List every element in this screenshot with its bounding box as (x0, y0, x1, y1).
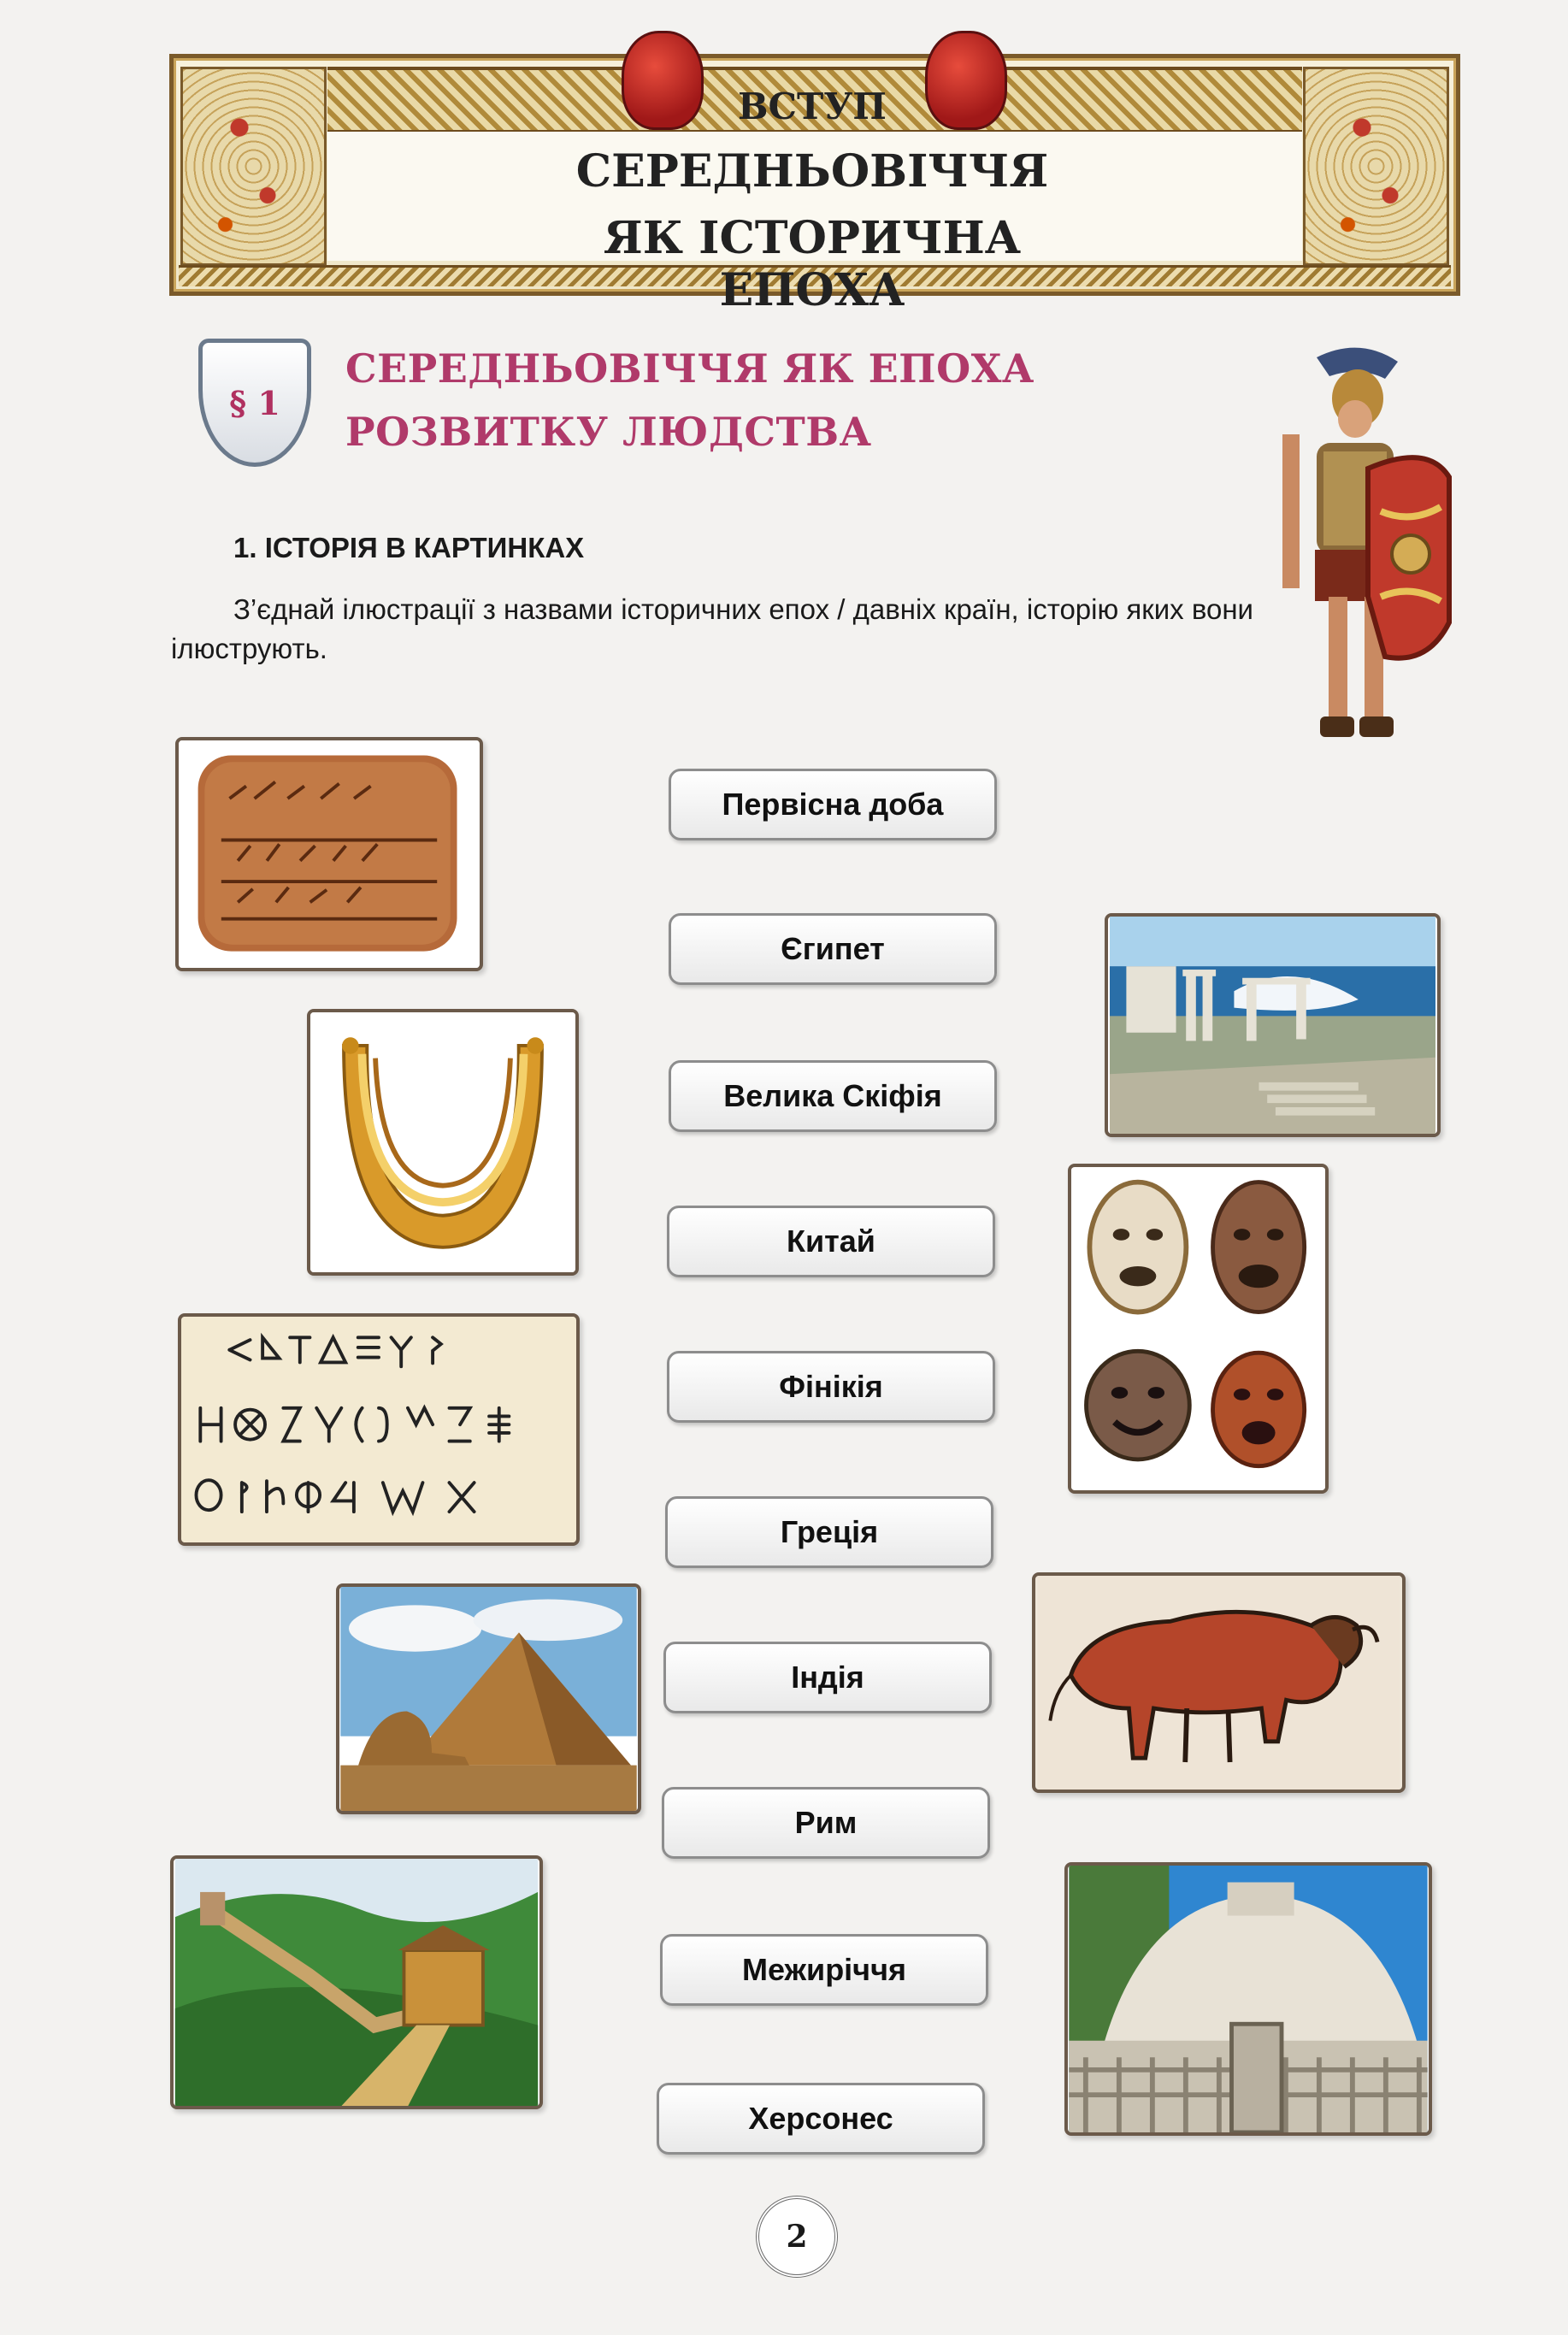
banner-intro-label: ВСТУП (738, 85, 887, 127)
section-title-line-2: РОЗВИТКУ ЛЮДСТВА (345, 409, 872, 455)
picture-phoenician-alphabet[interactable] (178, 1313, 580, 1546)
label-greece[interactable]: Греція (665, 1496, 993, 1568)
clay-tablet-icon (179, 740, 480, 968)
banner-title-line-2: ЯК ІСТОРИЧНА ЕПОХА (603, 212, 1022, 316)
label-china[interactable]: Китай (667, 1206, 995, 1277)
label-great-scythia[interactable]: Велика Скіфія (669, 1060, 997, 1132)
picture-chersonesus-ruins[interactable] (1105, 913, 1441, 1137)
task-instructions-text: З’єднай ілюстрації з назвами історичних епох / давніх країн, історію яких вони ілюструють. (171, 593, 1253, 664)
picture-cave-bison[interactable] (1032, 1572, 1406, 1793)
label-india[interactable]: Індія (663, 1642, 992, 1713)
banner-title-line-1: СЕРЕДНЬОВІЧЧЯ (575, 145, 1049, 198)
task-title: 1. ІСТОРІЯ В КАРТИНКАХ (233, 532, 585, 563)
great-wall-icon (174, 1859, 539, 2106)
pyramid-sphinx-icon (339, 1587, 638, 1811)
picture-pyramid-sphinx[interactable] (336, 1583, 641, 1814)
label-phoenicia[interactable]: Фінікія (667, 1351, 995, 1423)
label-chersonesus[interactable]: Херсонес (657, 2083, 985, 2155)
picture-golden-pectoral[interactable] (307, 1009, 579, 1276)
picture-theatre-masks[interactable] (1068, 1164, 1329, 1494)
theatre-masks-icon (1071, 1167, 1325, 1490)
label-rome[interactable]: Рим (662, 1787, 990, 1859)
roman-soldier-icon (1257, 340, 1462, 785)
task-instructions (171, 590, 1274, 669)
golden-pectoral-icon (310, 1012, 575, 1272)
chersonesus-ruins-icon (1108, 917, 1437, 1134)
section-title-line-1: СЕРЕДНЬОВІЧЧЯ ЯК ЕПОХА (345, 345, 1035, 392)
floral-ornament-left (180, 67, 327, 266)
phoenician-alphabet-icon (181, 1317, 576, 1542)
floral-ornament-right (1303, 67, 1449, 266)
page-number: 2 (756, 2196, 838, 2278)
label-egypt[interactable]: Єгипет (669, 913, 997, 985)
label-mesopotamia[interactable]: Межиріччя (660, 1934, 988, 2006)
section-number-shield: § 1 (198, 339, 311, 467)
stupa-icon (1068, 1866, 1429, 2132)
label-prehistoric[interactable]: Первісна доба (669, 769, 997, 840)
picture-stupa[interactable] (1064, 1862, 1432, 2136)
cave-bison-icon (1035, 1576, 1402, 1790)
picture-clay-tablet[interactable] (175, 737, 483, 971)
picture-great-wall[interactable] (170, 1855, 543, 2109)
